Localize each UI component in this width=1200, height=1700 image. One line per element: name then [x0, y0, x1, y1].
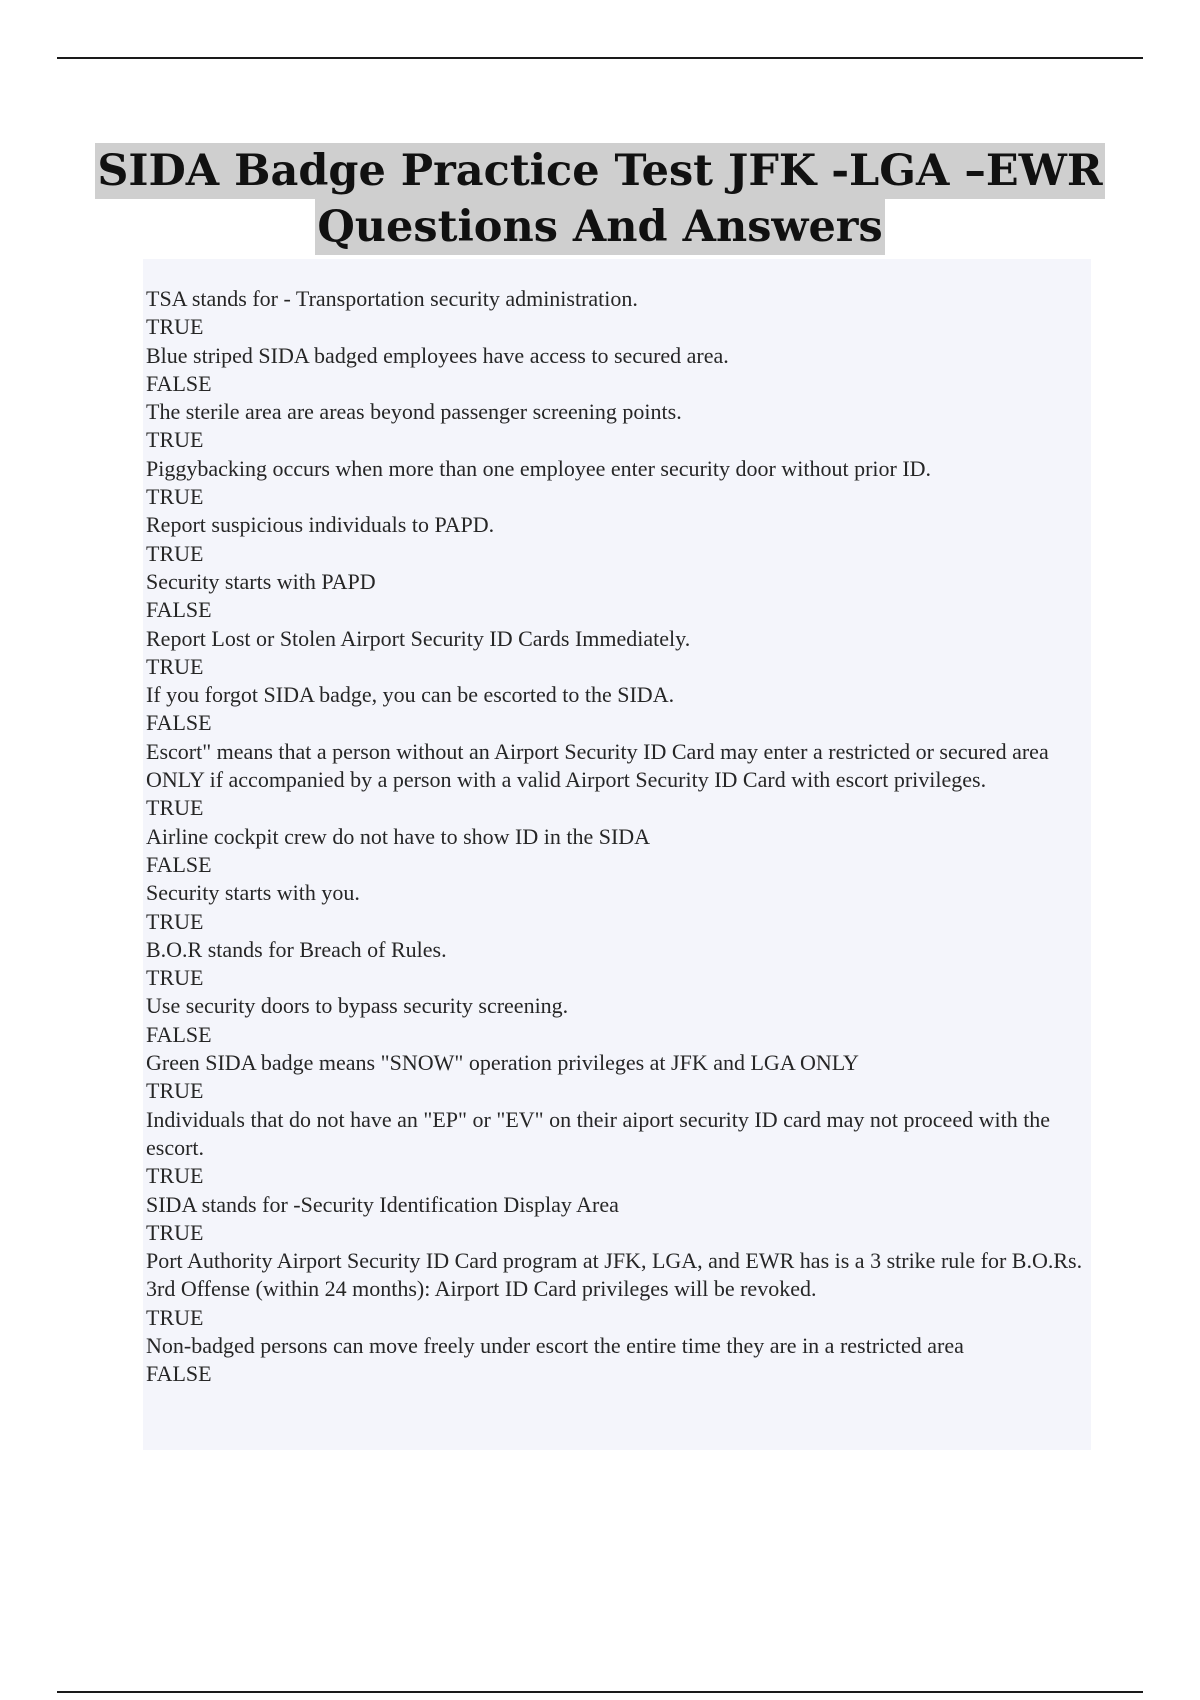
- answer-text: TRUE: [146, 965, 204, 991]
- question-text: SIDA stands for -Security Identification Display Area: [146, 1191, 619, 1217]
- question-text: If you forgot SIDA badge, you can be escorted to the SIDA.: [146, 682, 675, 708]
- question-text: The sterile area are areas beyond passenger screening points.: [146, 399, 682, 425]
- answer-text: TRUE: [146, 1219, 204, 1245]
- document-title: [0, 143, 1200, 255]
- question-text: Airline cockpit crew do not have to show ID in the SIDA: [146, 823, 651, 849]
- question-text: Port Authority Airport Security ID Card program at JFK, LGA, and EWR has is a 3 strike rule for B.O.Rs. 3rd Offense (within 24 months): Airport ID Card privileges will be revoked.: [146, 1248, 1083, 1302]
- answer-text: TRUE: [146, 314, 204, 340]
- header-rule: [57, 57, 1143, 59]
- answer-text: FALSE: [146, 851, 212, 877]
- question-text: Security starts with PAPD: [146, 568, 376, 594]
- qa-section: [143, 259, 1091, 1450]
- answer-text: TRUE: [146, 540, 204, 566]
- answer-text: TRUE: [146, 1163, 204, 1189]
- question-text: Non-badged persons can move freely under escort the entire time they are in a restricted area: [146, 1332, 964, 1358]
- answer-text: TRUE: [146, 1304, 204, 1330]
- question-text: Piggybacking occurs when more than one employee enter security door without prior ID.: [146, 455, 932, 481]
- question-text: B.O.R stands for Breach of Rules.: [146, 936, 447, 962]
- answer-text: TRUE: [146, 653, 204, 679]
- answer-text: TRUE: [146, 1078, 204, 1104]
- answer-text: FALSE: [146, 710, 212, 736]
- answer-text: FALSE: [146, 370, 212, 396]
- answer-text: TRUE: [146, 484, 204, 510]
- answer-text: TRUE: [146, 795, 204, 821]
- title-line-1: SIDA Badge Practice Test JFK -LGA –EWR: [95, 143, 1104, 199]
- question-text: Use security doors to bypass security screening.: [146, 993, 569, 1019]
- answer-text: FALSE: [146, 1361, 212, 1387]
- answer-text: FALSE: [146, 597, 212, 623]
- question-text: Escort" means that a person without an Airport Security ID Card may enter a restricted or secured area ONLY if accompanied by a person with a valid Airport Security ID Card with escort privileges.: [146, 738, 1049, 793]
- question-text: TSA stands for - Transportation security administration.: [146, 286, 638, 311]
- question-text: Report Lost or Stolen Airport Security ID Cards Immediately.: [146, 625, 691, 651]
- answer-text: TRUE: [146, 908, 204, 934]
- question-text: Individuals that do not have an "EP" or "EV" on their aiport security ID card may not proceed with the escort.: [146, 1106, 1051, 1160]
- qa-list: [146, 285, 1086, 1389]
- question-text: Report suspicious individuals to PAPD.: [146, 512, 495, 538]
- question-text: Blue striped SIDA badged employees have access to secured area.: [146, 342, 729, 368]
- answer-text: TRUE: [146, 427, 204, 453]
- question-text: Security starts with you.: [146, 880, 360, 906]
- footer-rule: [57, 1691, 1143, 1693]
- answer-text: FALSE: [146, 1021, 212, 1047]
- title-line-2: Questions And Answers: [315, 199, 884, 255]
- question-text: Green SIDA badge means "SNOW" operation privileges at JFK and LGA ONLY: [146, 1050, 859, 1076]
